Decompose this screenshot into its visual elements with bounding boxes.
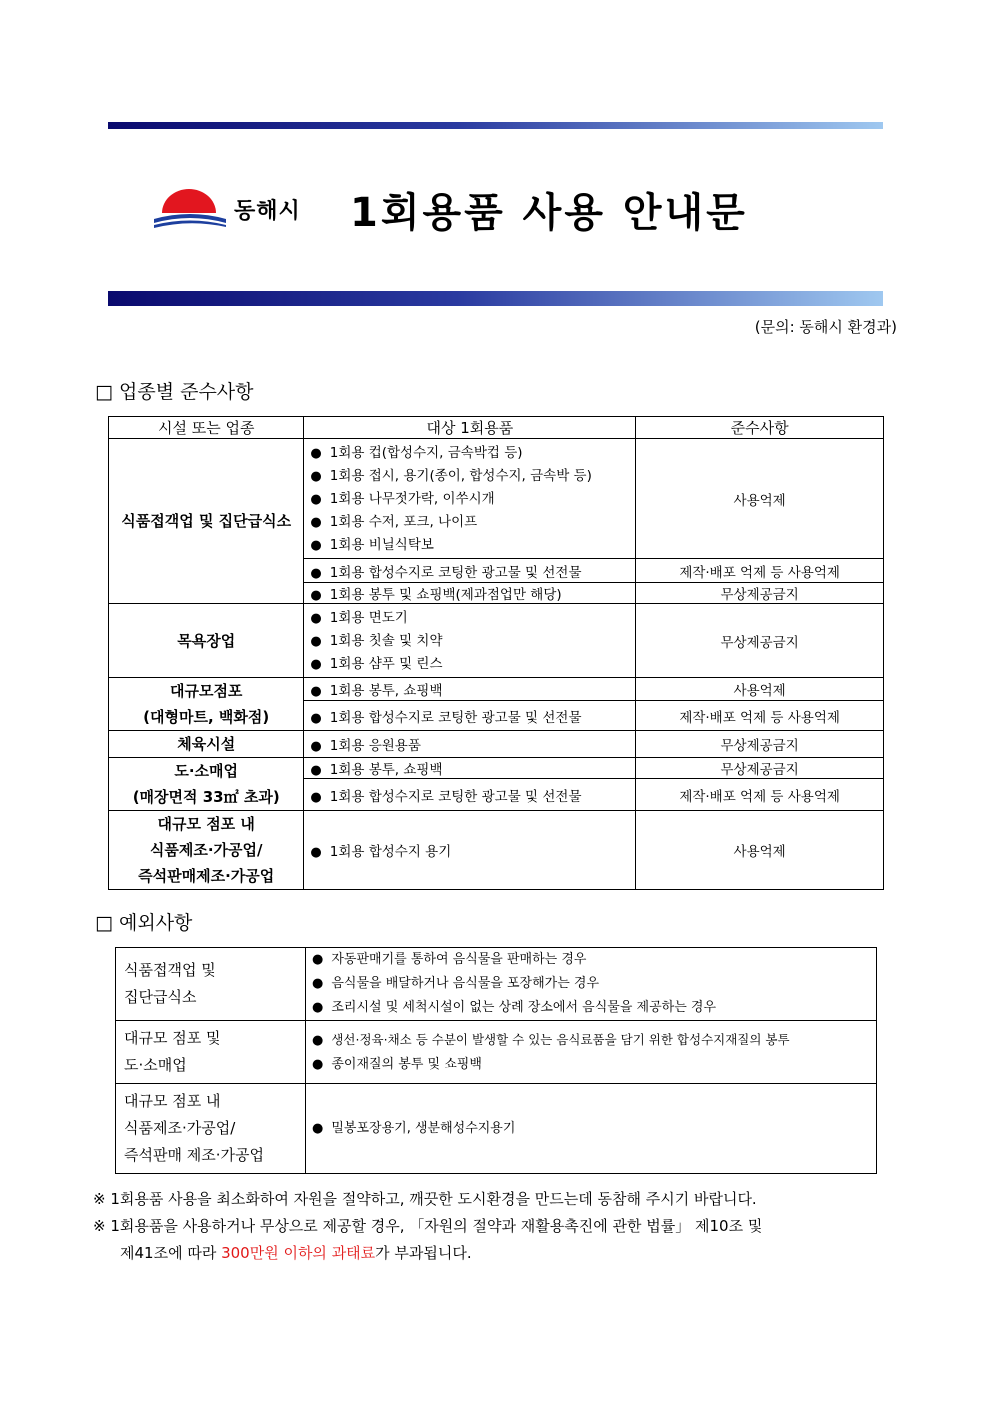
list-item: ● 1회용 샴푸 및 린스 <box>310 652 629 675</box>
list-item: ● 1회용 응원용품 <box>310 738 420 754</box>
items-cell <box>304 583 636 604</box>
section-title-compliance: □ 업종별 준수사항 <box>95 381 254 403</box>
category-line: 식품제조·가공업/ <box>124 1119 236 1137</box>
page-title: 1회용품 사용 안내문 <box>350 190 748 236</box>
category-cell: 식품접객업 및 집단급식소 <box>109 439 304 604</box>
table-row <box>116 1021 877 1084</box>
compliance-cell: 무상제공금지 <box>636 758 884 779</box>
items-cell <box>304 731 636 758</box>
note-line: ※ 1회용품 사용을 최소화하여 자원을 절약하고, 깨끗한 도시환경을 만드는데 동참해 주시기 바랍니다. <box>93 1190 757 1208</box>
items-cell <box>304 604 636 678</box>
header-cell: 준수사항 <box>636 417 884 439</box>
note-line: ※ 1회용품을 사용하거나 무상으로 제공할 경우, 「자원의 절약과 재활용촉진에 관한 법률」 제10조 및 <box>93 1217 763 1235</box>
list-item: ● 1회용 봉투, 쇼핑백 <box>310 762 442 778</box>
category-cell <box>116 1084 306 1174</box>
list-item: ● 조리시설 및 세척시설이 없는 상례 장소에서 음식물을 제공하는 경우 <box>312 996 870 1020</box>
compliance-cell: 제작·배포 억제 등 사용억제 <box>636 559 884 583</box>
compliance-cell: 제작·배포 억제 등 사용억제 <box>636 701 884 731</box>
category-line: 대규모 점포 내 <box>157 815 255 833</box>
org-name: 동해시 <box>234 199 301 224</box>
category-line: 즉석판매제조·가공업 <box>138 867 275 885</box>
items-cell <box>304 678 636 701</box>
contact-info: (문의: 동해시 환경과) <box>754 318 897 336</box>
category-line: 대규모점포 <box>169 682 243 700</box>
table-row <box>109 811 884 890</box>
compliance-cell: 사용억제 <box>636 811 884 890</box>
category-cell <box>109 678 304 731</box>
category-line: 집단급식소 <box>124 988 197 1006</box>
list-item: ● 1회용 접시, 용기(종이, 합성수지, 금속박 등) <box>310 464 629 487</box>
items-cell <box>304 779 636 811</box>
list-item: ● 1회용 합성수지로 코팅한 광고물 및 선전물 <box>310 565 581 581</box>
list-item: ● 1회용 합성수지 용기 <box>310 844 451 860</box>
items-cell <box>304 758 636 779</box>
compliance-cell: 무상제공금지 <box>636 731 884 758</box>
category-cell <box>116 1021 306 1084</box>
category-line: 도·소매업 <box>174 762 239 780</box>
items-cell <box>306 948 877 1021</box>
compliance-cell: 무상제공금지 <box>636 583 884 604</box>
exceptions-table <box>115 947 877 1174</box>
category-line: 대규모 점포 및 <box>124 1029 221 1047</box>
list-item: ● 1회용 컵(합성수지, 금속박컵 등) <box>310 441 629 464</box>
category-cell <box>116 948 306 1021</box>
list-item: ● 밀봉포장용기, 생분해성수지용기 <box>312 1117 870 1141</box>
list-item: ● 종이재질의 봉투 및 쇼핑백 <box>312 1053 870 1077</box>
category-line: 식품접객업 및 <box>124 961 216 979</box>
list-item: ● 1회용 면도기 <box>310 606 629 629</box>
compliance-cell: 사용억제 <box>636 439 884 559</box>
list-item: ● 1회용 수저, 포크, 나이프 <box>310 510 629 533</box>
section-title-exceptions: □ 예외사항 <box>95 912 193 934</box>
items-cell <box>304 811 636 890</box>
note-text: 가 부과됩니다. <box>375 1244 472 1262</box>
category-cell <box>109 811 304 890</box>
category-line: (매장면적 33㎡ 초과) <box>132 788 280 806</box>
category-cell: 체육시설 <box>109 731 304 758</box>
category-line: 대규모 점포 내 <box>124 1092 221 1110</box>
table-header-row <box>109 417 884 439</box>
category-line: (대형마트, 백화점) <box>143 708 270 726</box>
list-item: ● 1회용 합성수지로 코팅한 광고물 및 선전물 <box>310 789 581 805</box>
list-item: ● 1회용 비닐식탁보 <box>310 533 629 556</box>
note-text: 제41조에 따라 <box>120 1244 222 1262</box>
table-row <box>109 678 884 701</box>
header-top-bar <box>108 122 883 129</box>
table-row <box>109 758 884 779</box>
items-cell <box>304 559 636 583</box>
list-item: ● 생선·정육·채소 등 수분이 발생할 수 있는 음식료품을 담기 위한 합성수지재질의 봉투 <box>312 1028 870 1053</box>
list-item: ● 1회용 봉투, 쇼핑백 <box>310 683 442 699</box>
category-cell: 목욕장업 <box>109 604 304 678</box>
list-item: ● 1회용 칫솔 및 치약 <box>310 629 629 652</box>
header-cell: 시설 또는 업종 <box>109 417 304 439</box>
table-row <box>109 439 884 559</box>
list-item: ● 자동판매기를 통하여 음식물을 판매하는 경우 <box>312 948 870 972</box>
category-line: 도·소매업 <box>124 1056 187 1074</box>
category-line: 식품제조·가공업/ <box>149 841 263 859</box>
header-bottom-bar <box>108 291 883 306</box>
table-row <box>109 731 884 758</box>
header-cell: 대상 1회용품 <box>304 417 636 439</box>
compliance-cell: 제작·배포 억제 등 사용억제 <box>636 779 884 811</box>
note-line <box>93 1240 893 1267</box>
compliance-cell: 사용억제 <box>636 678 884 701</box>
items-cell <box>304 701 636 731</box>
items-cell <box>306 1021 877 1084</box>
notes <box>93 1186 893 1267</box>
table-row <box>116 1084 877 1174</box>
compliance-table <box>108 416 884 890</box>
list-item: ● 1회용 봉투 및 쇼핑백(제과점업만 해당) <box>310 587 561 603</box>
list-item: ● 음식물을 배달하거나 음식물을 포장해가는 경우 <box>312 972 870 996</box>
table-row <box>109 604 884 678</box>
list-item: ● 1회용 합성수지로 코팅한 광고물 및 선전물 <box>310 710 581 726</box>
category-line: 즉석판매 제조·가공업 <box>124 1146 264 1164</box>
items-cell <box>306 1084 877 1174</box>
items-cell <box>304 439 636 559</box>
fine-amount-highlight: 300만원 이하의 과태료 <box>221 1244 376 1262</box>
donghae-logo-icon <box>150 185 230 230</box>
table-row <box>116 948 877 1021</box>
list-item: ● 1회용 나무젓가락, 이쑤시개 <box>310 487 629 510</box>
category-cell <box>109 758 304 811</box>
compliance-cell: 무상제공금지 <box>636 604 884 678</box>
